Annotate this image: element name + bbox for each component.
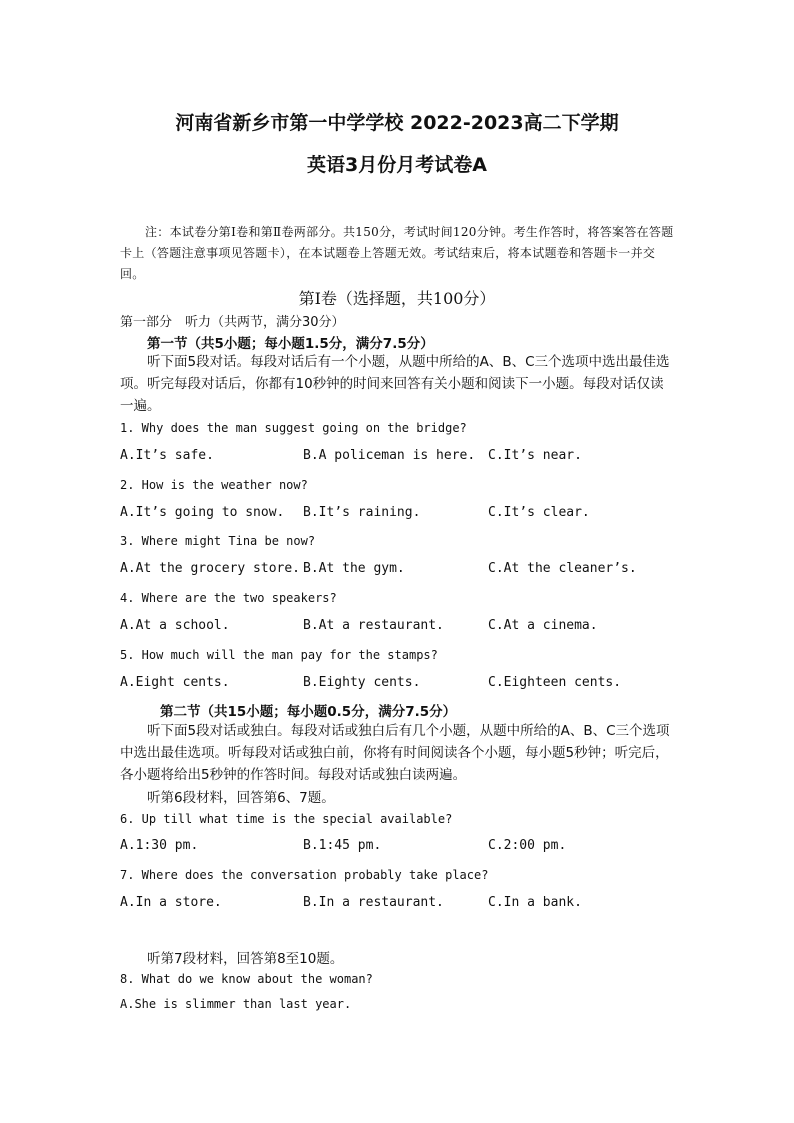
question-3: 3. Where might Tina be now? bbox=[120, 534, 316, 548]
exam-note: 注：本试卷分第Ⅰ卷和第Ⅱ卷两部分。共150分，考试时间120分钟。考生作答时，将答案答在答题卡上（答题注意事项见答题卡），在本试题卷上答题无效。考试结束后，将本试题卷和答题卡一并交回。 bbox=[120, 225, 674, 281]
part1-title: 第一部分 听力（共两节，满分30分） bbox=[120, 315, 345, 330]
q4-option-a: A.At a school. bbox=[120, 618, 230, 633]
question-7: 7. Where does the conversation probably take place? bbox=[120, 868, 489, 882]
q3-option-a: A.At the grocery store. bbox=[120, 561, 301, 576]
material6-instructions: 听第6段材料，回答第6、7题。 bbox=[147, 790, 335, 806]
question-2: 2. How is the weather now? bbox=[120, 478, 308, 492]
q5-option-c: C.Eighteen cents. bbox=[488, 675, 622, 690]
q3-option-b: B.At the gym. bbox=[303, 561, 405, 576]
q2-option-b: B.It’s raining. bbox=[303, 505, 421, 520]
section2-instructions: 听下面5段对话或独白。每段对话或独白后有几个小题，从题中所给的A、B、C三个选项中选出最佳选项。听每段对话或独白前，你将有时间阅读各个小题，每小题5秒钟；听完后，各小题将给出5秒钟的作答时间。每段对话或独白读两遍。 bbox=[120, 723, 670, 783]
q4-option-b: B.At a restaurant. bbox=[303, 618, 444, 633]
question-8: 8. What do we know about the woman? bbox=[120, 972, 373, 986]
q6-option-c: C.2:00 pm. bbox=[488, 838, 567, 853]
q2-option-c: C.It’s clear. bbox=[488, 505, 590, 520]
q6-option-a: A.1:30 pm. bbox=[120, 838, 199, 853]
q1-option-c: C.It’s near. bbox=[488, 448, 582, 463]
volume1-title: 第Ⅰ卷（选择题，共100分） bbox=[298, 289, 496, 308]
q8-option-a: A.She is slimmer than last year. bbox=[120, 997, 352, 1011]
section1-title: 第一节（共5小题；每小题1.5分，满分7.5分） bbox=[147, 336, 434, 352]
section2-title: 第二节（共15小题；每小题0.5分，满分7.5分） bbox=[160, 704, 457, 720]
exam-title-line2: 英语3月份月考试卷A bbox=[307, 154, 487, 176]
question-6: 6. Up till what time is the special available? bbox=[120, 812, 453, 826]
q7-option-a: A.In a store. bbox=[120, 895, 222, 910]
q6-option-b: B.1:45 pm. bbox=[303, 838, 382, 853]
q4-option-c: C.At a cinema. bbox=[488, 618, 598, 633]
q7-option-b: B.In a restaurant. bbox=[303, 895, 444, 910]
question-1: 1. Why does the man suggest going on the bridge? bbox=[120, 421, 467, 435]
question-5: 5. How much will the man pay for the stamps? bbox=[120, 648, 438, 662]
q5-option-a: A.Eight cents. bbox=[120, 675, 230, 690]
material7-instructions: 听第7段材料，回答第8至10题。 bbox=[147, 951, 344, 967]
q5-option-b: B.Eighty cents. bbox=[303, 675, 421, 690]
question-4: 4. Where are the two speakers? bbox=[120, 591, 337, 605]
q1-option-b: B.A policeman is here. bbox=[303, 448, 476, 463]
q3-option-c: C.At the cleaner’s. bbox=[488, 561, 637, 576]
exam-title-line1: 河南省新乡市第一中学学校 2022-2023高二下学期 bbox=[175, 112, 619, 134]
q7-option-c: C.In a bank. bbox=[488, 895, 582, 910]
q1-option-a: A.It’s safe. bbox=[120, 448, 214, 463]
section1-instructions: 听下面5段对话。每段对话后有一个小题，从题中所给的A、B、C三个选项中选出最佳选项。听完每段对话后，你都有10秒钟的时间来回答有关小题和阅读下一小题。每段对话仅读一遍。 bbox=[120, 354, 670, 414]
q2-option-a: A.It’s going to snow. bbox=[120, 505, 285, 520]
